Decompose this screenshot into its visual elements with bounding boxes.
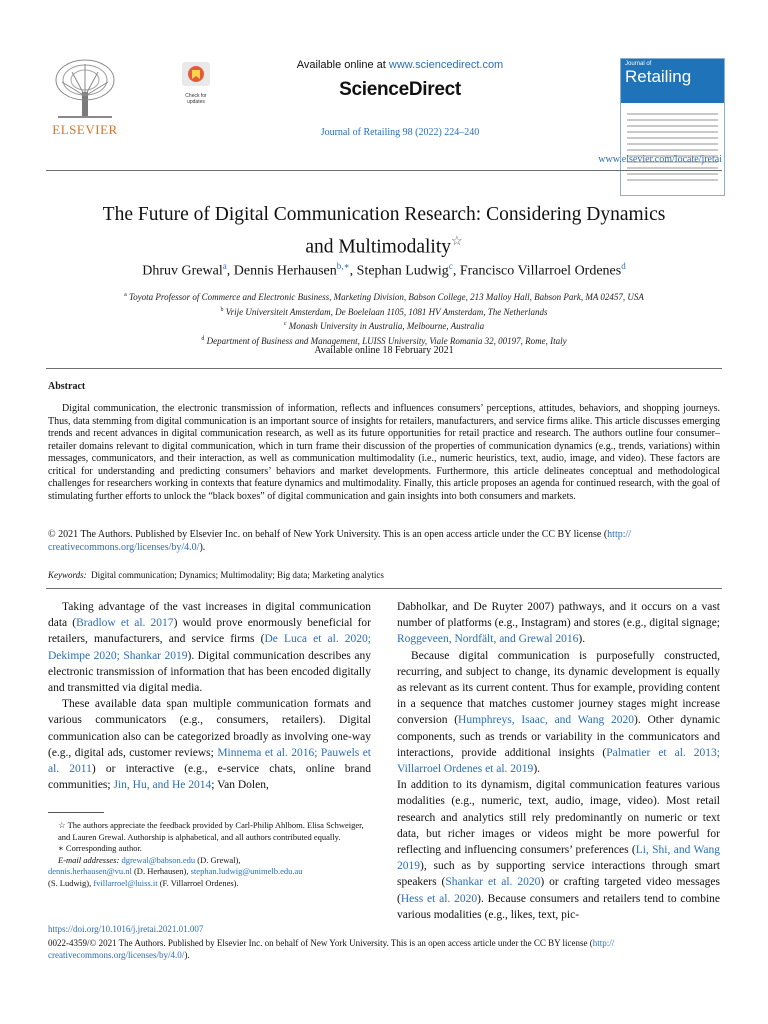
body-paragraph — [397, 648, 720, 778]
author-list — [20, 261, 748, 280]
title-line-2 — [40, 228, 728, 261]
affiliation-item — [40, 304, 728, 319]
footnote-emails-cont — [48, 878, 371, 890]
cover-contents — [621, 103, 724, 191]
footnote-corresponding — [48, 843, 371, 855]
footer-copy-text: 0022-4359/© 2021 The Authors. Published by Elsevier Inc. on behalf of New York University. This is an open access article under the CC BY license ( — [48, 938, 593, 948]
citation-link[interactable]: Li, Shi, and Wang 2019 — [397, 844, 720, 873]
author-affil-mark[interactable]: d — [621, 261, 626, 271]
affil-text: Monash University in Australia, Melbourne, Australia — [288, 321, 485, 331]
body-paragraph — [48, 696, 371, 793]
footer-copy-end: ). — [184, 950, 190, 960]
footnote-acknowledgement — [48, 820, 371, 843]
body-text: Because digital communication is purposefully constructed, recurring, and subject to change, its dynamic development is equally as relevant as its current content. Thus for example, providing content in a sequence that matches customer journey stages might increase conversion ( — [397, 649, 720, 727]
author-sep: , — [349, 263, 357, 279]
citation-link[interactable]: Palmatier et al. 2013; Villarroel Ordenes et al. 2019 — [397, 746, 720, 776]
citation-link[interactable]: Bradlow et al. 2017 — [76, 617, 174, 630]
body-text: ). Because consumers and retailers tend to combine various modalities (e.g., likes, text, pic- — [397, 892, 720, 921]
abstract-copyright — [48, 529, 720, 554]
cover-big-title: Retailing — [625, 67, 692, 86]
email-owner: (F. Villarroel Ordenes). — [157, 877, 239, 888]
footer-copyright — [48, 937, 720, 961]
license-link[interactable]: http:// — [592, 938, 615, 948]
copyright-text: © 2021 The Authors. Published by Elsevier Inc. on behalf of New York University. This is an open access article under the CC BY license ( — [48, 529, 608, 540]
footnote-rule — [48, 812, 104, 813]
citation-link[interactable]: Humphreys, Isaac, and Wang 2020 — [458, 714, 634, 727]
footnote-emails — [48, 855, 371, 867]
citation-link[interactable]: Roggeveen, Nordfält, and Grewal 2016 — [397, 633, 579, 646]
license-link[interactable]: creativecommons.org/licenses/by/4.0/ — [48, 541, 200, 553]
cover-small-title: Journal of — [625, 61, 652, 67]
footnote-text: Corresponding author. — [65, 843, 142, 854]
journal-cover — [620, 58, 725, 196]
body-column-left — [48, 599, 371, 793]
cover-band — [621, 59, 724, 103]
affil-mark: a — [124, 292, 127, 298]
title-rule — [46, 368, 722, 369]
paper-title — [40, 202, 728, 261]
body-paragraph — [397, 599, 720, 648]
available-online-date: Available online 18 February 2021 — [314, 345, 454, 356]
affil-text: Vrije Universiteit Amsterdam, De Boelelaan 1105, 1081 HV Amsterdam, The Netherlands — [225, 306, 548, 317]
affiliations — [40, 289, 728, 347]
affil-mark: d — [201, 335, 205, 342]
author-sep: , — [226, 263, 234, 279]
license-link[interactable]: creativecommons.org/licenses/by/4.0/ — [48, 950, 185, 960]
body-text: ) or crafting targeted video messages ( — [397, 876, 720, 905]
title-line-2-text: and Multimodality — [305, 236, 452, 258]
body-text: These available data span multiple communication formats and various communicators (e.g., consumers, retailers). Digital communication also can be categorized broadly as involving one-way (e.g., digital ads, customer reviews; — [48, 698, 371, 759]
copyright-end: ). — [199, 541, 206, 553]
license-link[interactable]: http:// — [607, 529, 632, 540]
citation-link[interactable]: Minnema et al. 2016; Pauwels et al. 2011 — [48, 746, 372, 776]
body-text: ). Digital communication describes any electronic transmission of information that has been encoded digitally and transmitted via digital media. — [48, 649, 371, 695]
body-text: ) or interactive (e.g., e-service chats, online brand communities; — [48, 763, 371, 792]
keywords — [48, 570, 384, 580]
affil-text: Department of Business and Management, LUISS University, Viale Romania 32, 00197, Rome, Italy — [206, 335, 567, 346]
author-name: Stephan Ludwig — [356, 263, 449, 279]
sciencedirect-logo: ScienceDirect — [339, 79, 461, 100]
footnote-star-icon: ☆ — [58, 820, 66, 830]
keywords-list: Digital communication; Dynamics; Multimodality; Big data; Marketing analytics — [91, 570, 384, 580]
abstract-text: Digital communication, the electronic transmission of information, reflects and influences consumers’ perceptions, attitudes, behaviors, and shopping journeys. Thus, data stemming from digital communication is an important source of insights for retailers, manufacturers, and service firms alike. This article discusses emerging trends and recent advances in digital communication research, as well as its future opportunities for retail practice and research. The authors outline four consumer–retailer domains relevant to digital communication, which in turn frame their discussion of the properties of communication dynamics (e.g., trends, variations) within messages, communicators, and their interaction, as well as communication multimodality (i.e., numeric heuristics, text, audio, image, and video). These factors are critical for understanding and predicting consumers’ behaviors and market developments. Furthermore, this article delineates conceptual and methodological challenges for researchers working in contexts that feature dynamics and multimodality. Finally, this article proposes an agenda for continued research, with the goal of stimulating further efforts to unlock the “black boxes” of digital communication and gain insights into both consumers and markets. — [48, 403, 720, 502]
journal-homepage-link[interactable]: www.elsevier.com/locate/jretai — [598, 154, 722, 165]
body-text: Dabholkar, and De Ruyter 2007) pathways, and it occurs on a vast number of platforms (e.g., Instagram) and stores (e.g., digital signage; — [397, 601, 720, 630]
affil-mark: b — [220, 306, 224, 313]
footnotes — [48, 820, 371, 890]
title-line-1: The Future of Digital Communication Research: Considering Dynamics — [102, 204, 666, 225]
author-affil-mark[interactable]: a — [222, 261, 227, 271]
citation-link[interactable]: Jin, Hu, and He 2014 — [113, 779, 212, 792]
journal-reference[interactable]: Journal of Retailing 98 (2022) 224–240 — [320, 127, 480, 138]
email-link[interactable]: stephan.ludwig@unimelb.edu.au — [190, 866, 303, 877]
affil-mark: c — [283, 321, 287, 327]
footnote-text: The authors appreciate the feedback provided by Carl-Philip Ahlbom. Elisa Schweiger, and Lauren Grewal. Authorship is alphabetical, and all authors contributed equally. — [58, 820, 364, 842]
author-name: Francisco Villarroel Ordenes — [459, 263, 622, 279]
email-owner: (D. Herhausen), — [131, 866, 191, 877]
body-text: ), such as by supporting service interactions through smart speakers ( — [397, 860, 720, 889]
body-text: Taking advantage of the vast increases in digital communication data ( — [48, 601, 371, 630]
email-link[interactable]: dgrewal@babson.edu — [121, 854, 196, 865]
email-owner: (S. Ludwig), — [48, 877, 94, 888]
body-column-right — [397, 599, 720, 923]
footnote-asterisk-icon: ∗ — [58, 843, 64, 854]
elsevier-wordmark: ELSEVIER — [52, 122, 118, 137]
keywords-label: Keywords: — [48, 570, 87, 580]
body-text: ). Other dynamic components, such as trends or variability in the communicators and interactions, provide additional insights ( — [397, 714, 720, 759]
affil-text: Toyota Professor of Commerce and Electronic Business, Marketing Division, Babson College, 213 Malloy Hall, Babson Park, MA 02457, USA — [128, 292, 644, 302]
body-text: ). — [578, 633, 586, 646]
citation-link[interactable]: Hess et al. 2020 — [400, 892, 478, 905]
sciencedirect-link[interactable]: www.sciencedirect.com — [388, 59, 504, 71]
available-prefix: Available online at — [296, 59, 389, 71]
citation-link[interactable]: Shankar et al. 2020 — [445, 876, 541, 889]
body-paragraph — [397, 777, 720, 923]
affiliation-item — [40, 289, 728, 304]
author-name: Dennis Herhausen — [233, 263, 337, 279]
email-link[interactable]: fvillarroel@luiss.it — [93, 877, 158, 888]
body-text: ). — [533, 763, 541, 776]
author-affil-mark[interactable]: b,∗ — [336, 261, 350, 271]
abstract-heading: Abstract — [48, 381, 86, 392]
check-updates-label: Check for updates — [185, 93, 207, 105]
abstract-rule — [46, 588, 722, 589]
body-text: ) would prove enormously beneficial for retailers, manufacturers, and service firms ( — [48, 617, 371, 646]
footnote-emails-cont — [48, 866, 371, 878]
header-rule — [46, 170, 722, 171]
title-star-icon[interactable]: ☆ — [451, 233, 463, 248]
author-sep: , — [452, 263, 460, 279]
body-paragraph — [48, 599, 371, 696]
email-label: E-mail addresses: — [58, 854, 120, 865]
author-name: Dhruv Grewal — [142, 263, 223, 279]
email-link[interactable]: dennis.herhausen@vu.nl — [48, 866, 132, 877]
citation-link[interactable]: De Luca et al. 2020; Dekimpe 2020; Shankar 2019 — [48, 633, 372, 662]
body-text: ; Van Dolen, — [211, 779, 269, 792]
author-affil-mark[interactable]: c — [448, 261, 453, 271]
affiliation-item — [40, 318, 728, 333]
email-owner: (D. Grewal), — [195, 854, 241, 865]
body-text: In addition to its dynamism, digital communication features various modalities (e.g., numeric, text, audio, image, video). Most retail research and analytics still rely predominantly on numeric or text data, but richer images or videos might be more powerful for reflecting and influencing consumers’ preferences ( — [397, 779, 720, 857]
doi-link[interactable]: https://doi.org/10.1016/j.jretai.2021.01.007 — [48, 924, 204, 934]
